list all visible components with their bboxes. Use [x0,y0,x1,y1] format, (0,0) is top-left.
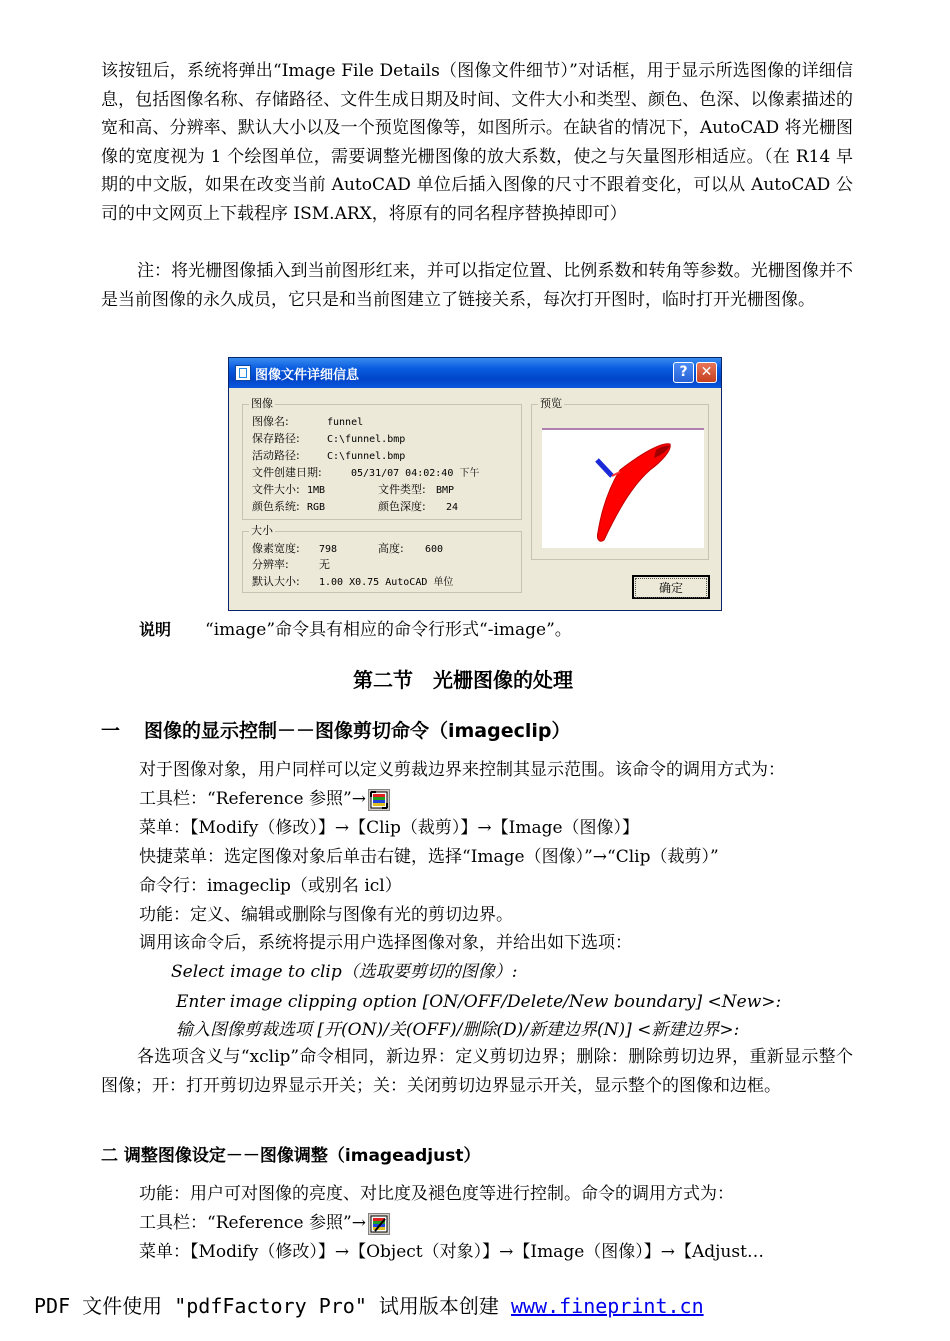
part1-shortcut-line: 快捷菜单：选定图像对象后单击右键，选择“Image（图像）”→“Clip（裁剪）” [139,847,719,867]
part1-menu-line: 菜单：【Modify（修改）】→【Clip（裁剪）】→【Image（图像）】 [139,818,640,838]
part2-function: 功能：用户可对图像的亮度、对比度及褪色度等进行控制。命令的调用方式为： [139,1184,734,1204]
section-title: 第二节 光栅图像的处理 [353,668,573,692]
color-system-label: 颜色系统: [252,500,300,513]
prompt-clip-option-cn: 输入图像剪裁选项 [开(ON)/关(OFF)/删除(D)/新建边界(N)] <新建边界>: [176,1020,740,1040]
saved-path-value: C:\funnel.bmp [327,434,406,445]
preview-group-label: 预览 [540,397,562,410]
image-clip-icon [368,789,390,811]
image-info-group [242,397,522,520]
part1-explanation: 各选项含义与“xclip”命令相同，新边界：定义剪切边界；删除：删除剪切边界，重新显示整个图像；开：打开剪切边界显示开关；关：关闭剪切边界显示开关，显示整个的图像和边框。 [101,1047,853,1096]
ok-button-label: 确定 [635,578,707,598]
image-group-label: 图像 [251,397,273,410]
part1-prompt-intro: 调用该命令后，系统将提示用户选择图像对象，并给出如下选项： [139,933,632,953]
note-label: 说明 [139,620,172,639]
pixel-height-value: 600 [425,544,444,555]
created-date-value: 05/31/07 04:02:40 下午 [351,468,480,479]
prompt-select-image: Select image to clip（选取要剪切的图像）: [171,962,518,982]
ok-button[interactable] [632,575,710,599]
dialog-titlebar [229,358,721,388]
active-path-label: 活动路径: [252,449,300,462]
part1-toolbar-text: 工具栏：“Reference 参照”→ [139,789,366,809]
part1-heading-number: 一 [101,720,121,742]
created-date-label: 文件创建日期: [252,466,322,479]
part1-toolbar-line [139,787,390,811]
size-group-label: 大小 [251,524,273,537]
part1-cmdline: 命令行：imageclip（或别名 icl） [139,876,402,896]
image-name-value: funnel [327,417,364,428]
part2-menu-line: 菜单：【Modify（修改）】→【Object（对象）】→【Image（图像）】→【Adjust… [139,1242,764,1262]
note-text: “image”命令具有相应的命令行形式“-image”。 [205,620,572,640]
funnel-preview-image [542,428,704,548]
help-button[interactable]: ? [673,362,694,383]
image-adjust-icon [368,1213,390,1235]
image-file-icon [235,365,251,381]
file-size-label: 文件大小: [252,483,300,496]
color-system-value: RGB [307,502,326,513]
file-size-value: 1MB [307,485,326,496]
footer-link[interactable]: www.fineprint.cn [510,1294,704,1318]
prompt-clip-option-en: Enter image clipping option [ON/OFF/Delete/New boundary] <New>: [176,992,782,1012]
footer-text: PDF 文件使用 "pdfFactory Pro" 试用版本创建 [34,1294,511,1318]
part2-toolbar-line [139,1211,390,1235]
size-info-group [242,524,522,593]
intro-paragraph-1: 该按钮后，系统将弹出“Image File Details（图像文件细节）”对话框，用于显示所选图像的详细信息，包括图像名称、存储路径、文件生成日期及时间、文件大小和类型、颜色、色深、以像素描述的宽和高、分辨率、默认大小以及一个预览图像等，如图所示。在缺省的情况下，AutoCAD 将光栅图像的宽度视为 1 个绘图单位，需要调整光栅图像的放大系数，使之与矢量图形相适应。（在 R14 早期的中文版，如果在改变当前 AutoCAD 单位后插入图像的尺寸不跟着变化，可以从 AutoCAD 公司的中文网页上下载程序 ISM.ARX，将原有的同名程序替换掉即可） [101,61,853,224]
close-button[interactable]: ✕ [696,362,717,383]
dialog-title: 图像文件详细信息 [255,368,360,383]
resolution-label: 分辨率: [252,558,289,571]
default-size-value: 1.00 X0.75 AutoCAD 单位 [319,577,454,588]
image-name-label: 图像名: [252,415,289,428]
file-type-label: 文件类型: [378,483,426,496]
image-file-details-dialog [228,357,722,611]
resolution-value: 无 [319,558,330,571]
color-depth-value: 24 [446,502,459,513]
pixel-width-value: 798 [319,544,338,555]
part2-toolbar-text: 工具栏：“Reference 参照”→ [139,1213,366,1233]
pixel-height-label: 高度: [378,542,404,555]
part2-heading: 二 调整图像设定－－图像调整（imageadjust） [101,1146,481,1166]
pdf-footer [34,1293,704,1319]
saved-path-label: 保存路径: [252,432,300,445]
file-type-value: BMP [436,485,455,496]
pixel-width-label: 像素宽度: [252,542,300,555]
part1-intro: 对于图像对象，用户同样可以定义剪裁边界来控制其显示范围。该命令的调用方式为： [139,760,785,780]
color-depth-label: 颜色深度: [378,500,426,513]
active-path-value: C:\funnel.bmp [327,451,406,462]
part1-function: 功能：定义、编辑或删除与图像有光的剪切边界。 [139,905,513,925]
part1-heading: 图像的显示控制－－图像剪切命令（imageclip） [144,720,571,742]
default-size-label: 默认大小: [252,575,300,588]
intro-paragraph-2: 注：将光栅图像插入到当前图形红来，并可以指定位置、比例系数和转角等参数。光栅图像并不是当前图像的永久成员，它只是和当前图建立了链接关系，每次打开图时，临时打开光栅图像。 [101,261,853,310]
